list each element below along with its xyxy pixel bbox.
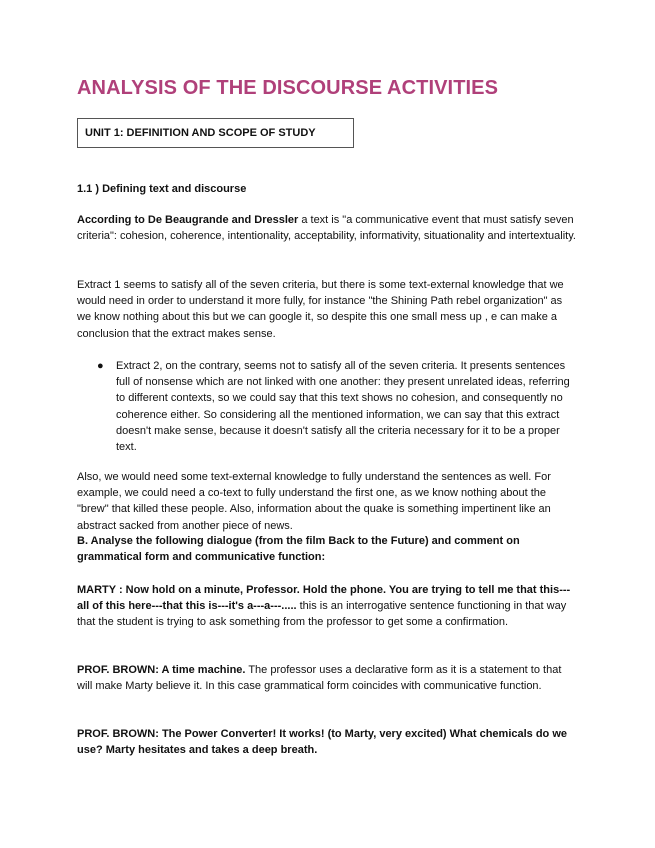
document-title: ANALYSIS OF THE DISCOURSE ACTIVITIES — [77, 77, 499, 99]
dialogue-brown-1 — [77, 662, 577, 694]
bullet-list-item — [97, 358, 577, 455]
dialogue-marty-comment: this is an interrogative sentence functioning in that way that the student is trying to ask something from the professor to get some a confirmation. — [77, 600, 567, 629]
part-b-instruction: B. Analyse the following dialogue (from the film Back to the Future) and comment on grammatical form and communicative function: — [77, 535, 520, 564]
bullet-text: Extract 2, on the contrary, seems not to satisfy all of the seven criteria. It presents sentences full of nonsense which are not linked with one another: they present unrelated ideas, referring to different contexts, so we could say that this text shows no cohesion, and consequently no coherence either. So considering all the mentioned information, we can say that this extract doesn't make sense, because it doesn't satisfy all the criteria necessary for it to be a proper text. — [116, 360, 570, 454]
dialogue-brown-2: PROF. BROWN: The Power Converter! It works! (to Marty, very excited) What chemicals do we use? Marty hesitates and takes a deep breath. — [77, 728, 568, 757]
section-heading: 1.1 ) Defining text and discourse — [77, 183, 247, 195]
bullet-icon: ● — [97, 360, 104, 372]
dialogue-brown-1-line: PROF. BROWN: A time machine. — [77, 664, 246, 676]
dialogue-brown-1-comment: The professor uses a declarative form as it is a statement to that will make Marty believe it. In this case grammatical form coincides with communicative function. — [77, 664, 562, 693]
paragraph-definition-lead: According to De Beaugrande and Dressler — [77, 214, 299, 226]
dialogue-marty — [77, 582, 577, 631]
paragraph-definition-text: a text is "a communicative event that must satisfy seven criteria": cohesion, coherence, intentionality, acceptability, informativity, situationality and intertextuality. — [77, 214, 576, 243]
dialogue-marty-line: MARTY : Now hold on a minute, Professor. Hold the phone. You are trying to tell me that this---all of this here---that this is---it's a---a---..... — [77, 584, 571, 613]
paragraph-definition — [77, 212, 577, 244]
paragraph-extract-1: Extract 1 seems to satisfy all of the seven criteria, but there is some text-external knowledge that we would need in order to understand it more fully, for instance "the Shining Path rebel organization" as we know nothing about this but we can google it, so despite this one small mess up , e can make a conclusion that the extract makes sense. — [77, 279, 564, 340]
unit-heading-box: UNIT 1: DEFINITION AND SCOPE OF STUDY — [77, 118, 354, 148]
paragraph-external-knowledge: Also, we would need some text-external knowledge to fully understand the sentences as well. For example, we could need a co-text to fully understand the first one, as we know nothing about the "brew" that killed these people. Also, information about the quake is something impertinent like an abstract sacked from another piece of news. — [77, 471, 551, 532]
